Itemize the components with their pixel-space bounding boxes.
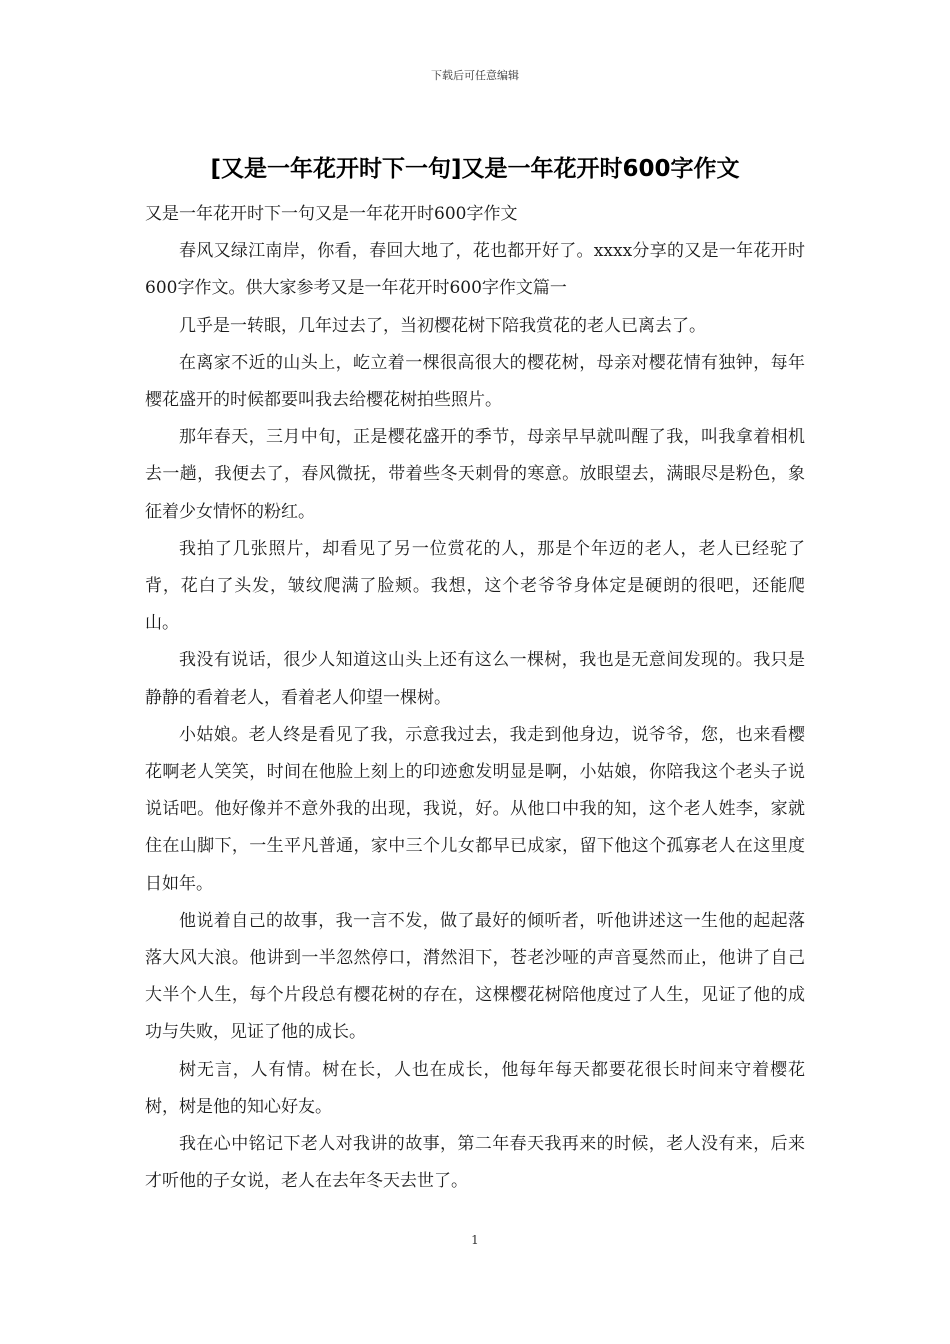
paragraph-10: 我在心中铭记下老人对我讲的故事，第二年春天我再来的时候，老人没有来，后来才听他的子女说，老人在去年冬天去世了。 bbox=[145, 1134, 805, 1192]
document-body bbox=[145, 196, 805, 1200]
paragraph-7: 小姑娘。老人终是看见了我，示意我过去，我走到他身边，说爷爷，您，也来看樱花啊老人笑笑，时间在他脸上刻上的印迹愈发明显是啊，小姑娘，你陪我这个老头子说说话吧。他好像并不意外我的出现，我说，好。从他口中我的知，这个老人姓李，家就住在山脚下，一生平凡普通，家中三个儿女都早已成家，留下他这个孤寡老人在这里度日如年。 bbox=[145, 724, 805, 894]
paragraph-8: 他说着自己的故事，我一言不发，做了最好的倾听者，听他讲述这一生他的起起落落大风大浪。他讲到一半忽然停口，潸然泪下，苍老沙哑的声音戛然而止，他讲了自己大半个人生，每个片段总有樱花树的存在，这棵樱花树陪他度过了人生，见证了他的成功与失败，见证了他的成长。 bbox=[145, 910, 805, 1043]
paragraph-3: 在离家不近的山头上，屹立着一棵很高很大的樱花树，母亲对樱花情有独钟，每年樱花盛开的时候都要叫我去给樱花树拍些照片。 bbox=[145, 352, 805, 411]
paragraph-9: 树无言，人有情。树在长，人也在成长，他每年每天都要花很长时间来守着樱花树，树是他的知心好友。 bbox=[145, 1059, 805, 1117]
subtitle-line: 又是一年花开时下一句又是一年花开时600字作文 bbox=[145, 204, 518, 224]
paragraph-2: 几乎是一转眼，几年过去了，当初樱花树下陪我赏花的老人已离去了。 bbox=[179, 315, 706, 336]
paragraph-6: 我没有说话，很少人知道这山头上还有这么一棵树，我也是无意间发现的。我只是静静的看着老人，看着老人仰望一棵树。 bbox=[145, 650, 805, 708]
page-number: 1 bbox=[471, 1233, 479, 1247]
paragraph-4: 那年春天，三月中旬，正是樱花盛开的季节，母亲早早就叫醒了我，叫我拿着相机去一趟，我便去了，春风微抚，带着些冬天刺骨的寒意。放眼望去，满眼尽是粉色，象征着少女情怀的粉红。 bbox=[145, 427, 805, 522]
paragraph-1: 春风又绿江南岸，你看，春回大地了，花也都开好了。xxxx分享的又是一年花开时600字作文。供大家参考又是一年花开时600字作文篇一 bbox=[145, 241, 805, 299]
paragraph-5: 我拍了几张照片，却看见了另一位赏花的人，那是个年迈的老人，老人已经驼了背，花白了头发，皱纹爬满了脸颊。我想，这个老爷爷身体定是硬朗的很吧，还能爬山。 bbox=[145, 538, 805, 634]
document-title: [又是一年花开时下一句]又是一年花开时600字作文 bbox=[210, 156, 740, 182]
header-note: 下载后可任意编辑 bbox=[431, 69, 519, 82]
